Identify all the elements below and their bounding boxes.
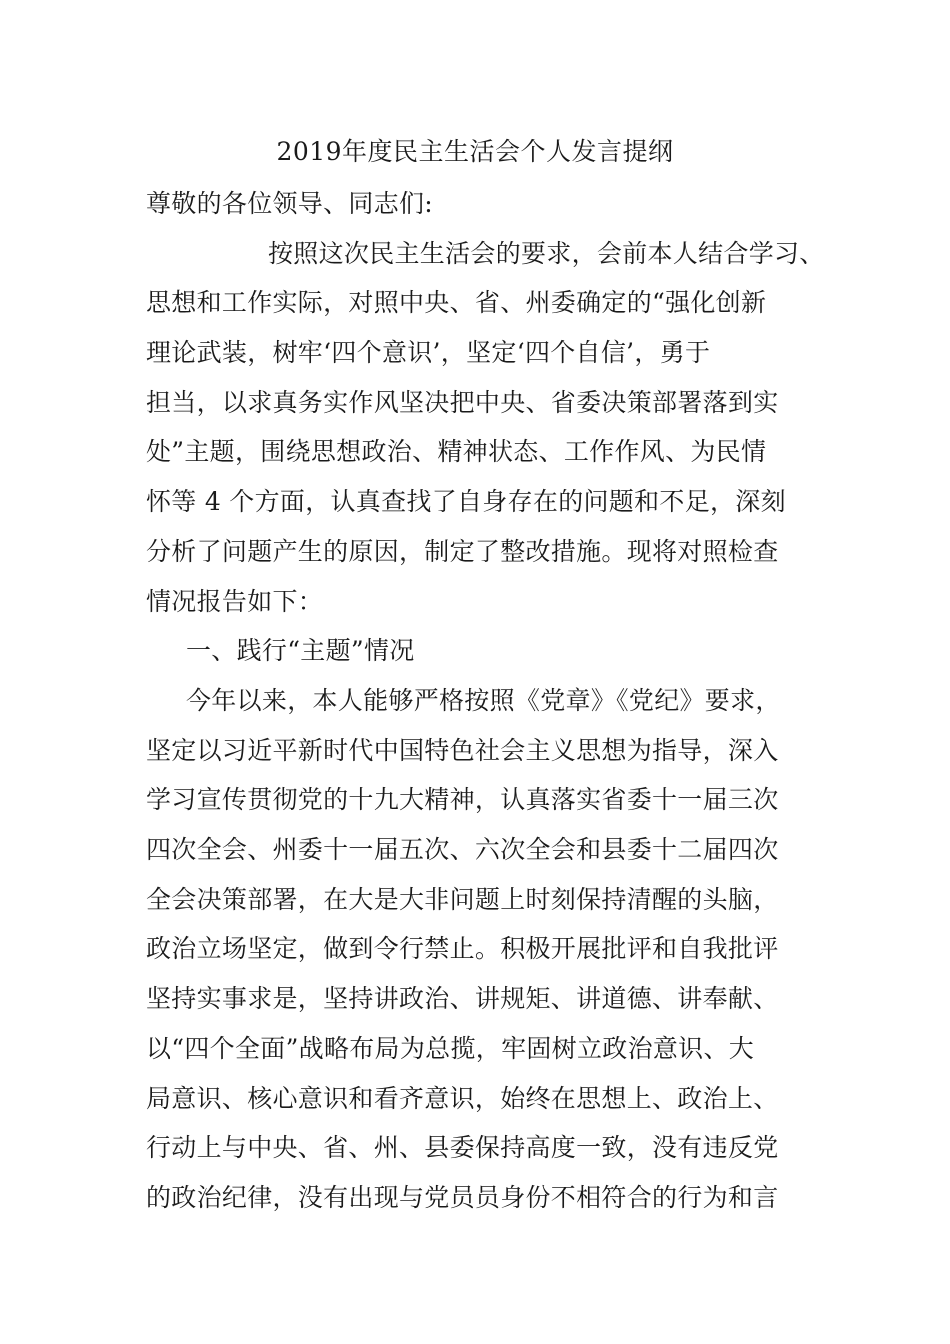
paragraph-line: 理论武装，树牢‘四个意识’，坚定‘四个自信’，勇于 [146, 338, 711, 367]
paragraph-line: 坚持实事求是，坚持讲政治、讲规矩、讲道德、讲奉献、 [146, 984, 779, 1013]
paragraph-line: 局意识、核心意识和看齐意识，始终在思想上、政治上、 [146, 1084, 779, 1113]
paragraph-line: 按照这次民主生活会的要求，会前本人结合学习、 [268, 239, 825, 268]
paragraph-line: 怀等 4 个方面，认真查找了自身存在的问题和不足，深刻 [146, 487, 786, 516]
paragraph-line: 行动上与中央、省、州、县委保持高度一致，没有违反党 [146, 1133, 779, 1162]
document-title: 2019年度民主生活会个人发言提纲 [276, 137, 674, 166]
paragraph-line: 的政治纪律，没有出现与党员员身份不相符合的行为和言 [146, 1183, 779, 1212]
paragraph-line: 处”主题，围绕思想政治、精神状态、工作作风、为民情 [146, 437, 767, 466]
paragraph-line: 思想和工作实际，对照中央、省、州委确定的“强化创新 [146, 288, 767, 317]
paragraph-line: 今年以来，本人能够严格按照《党章》《党纪》要求， [186, 686, 781, 715]
section-heading: 一、践行“主题”情况 [186, 636, 415, 665]
paragraph-line: 四次全会、州委十一届五次、六次全会和县委十二届四次 [146, 835, 779, 864]
paragraph-line: 全会决策部署，在大是大非问题上时刻保持清醒的头脑， [146, 885, 779, 914]
salutation: 尊敬的各位领导、同志们: [146, 189, 434, 218]
paragraph-line: 政治立场坚定，做到令行禁止。积极开展批评和自我批评 [146, 934, 779, 963]
paragraph-line: 以“四个全面”战略布局为总揽，牢固树立政治意识、大 [146, 1034, 755, 1063]
paragraph-line: 担当，以求真务实作风坚决把中央、省委决策部署落到实 [146, 388, 779, 417]
paragraph-line: 学习宣传贯彻党的十九大精神，认真落实省委十一届三次 [146, 785, 779, 814]
paragraph-line: 坚定以习近平新时代中国特色社会主义思想为指导，深入 [146, 736, 779, 765]
paragraph-line: 分析了问题产生的原因，制定了整改措施。现将对照检查 [146, 537, 779, 566]
paragraph-line: 情况报告如下： [146, 587, 324, 616]
